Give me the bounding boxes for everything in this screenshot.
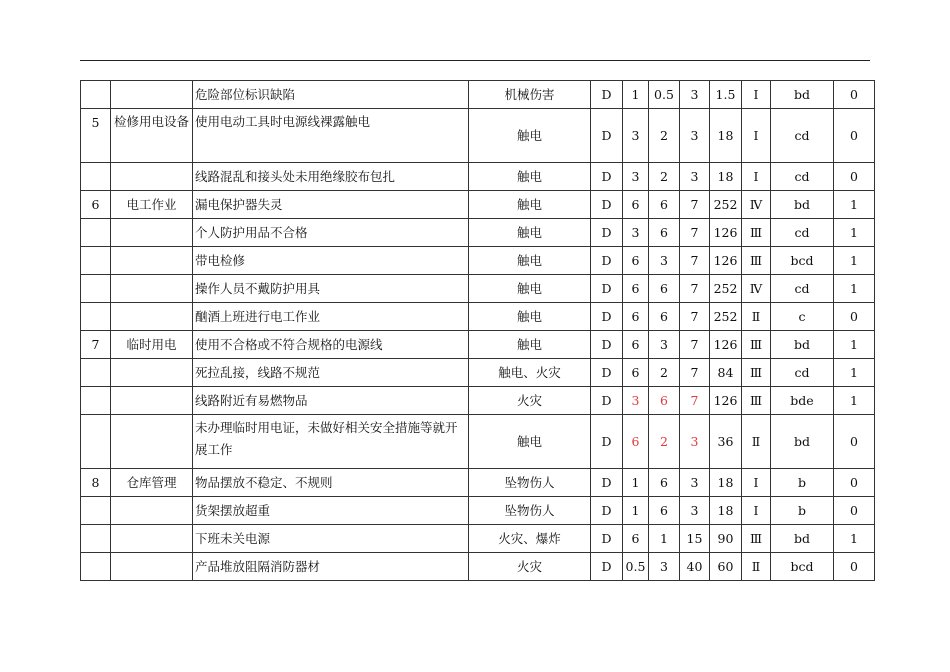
cell-risk-level: Ⅰ [742,109,771,163]
cell-no [81,359,111,387]
cell-unit-name [111,497,193,525]
cell-hazard-item: 操作人员不戴防护用具 [193,275,469,303]
cell-d-value: 252 [710,275,742,303]
cell-d-value: 18 [710,109,742,163]
cell-l-value: 1 [623,81,649,109]
cell-no [81,553,111,581]
cell-method: D [591,359,623,387]
cell-no [81,387,111,415]
cell-unit-name [111,247,193,275]
cell-method: D [591,387,623,415]
cell-d-value: 18 [710,163,742,191]
header-rule [80,60,870,61]
cell-no [81,219,111,247]
cell-unit-name [111,415,193,469]
cell-measures: cd [771,219,834,247]
cell-flag: 1 [834,331,875,359]
table-row [81,81,875,109]
cell-c-value: 3 [680,469,710,497]
cell-no [81,275,111,303]
cell-consequence: 触电 [469,331,591,359]
cell-no [81,525,111,553]
cell-e-value: 6 [649,219,680,247]
cell-hazard-item: 个人防护用品不合格 [193,219,469,247]
cell-hazard-item: 下班未关电源 [193,525,469,553]
cell-measures: cd [771,275,834,303]
cell-d-value: 90 [710,525,742,553]
cell-unit-name: 仓库管理 [111,469,193,497]
cell-d-value: 126 [710,247,742,275]
cell-d-value: 126 [710,331,742,359]
cell-d-value: 252 [710,191,742,219]
cell-e-value: 6 [649,497,680,525]
cell-flag: 0 [834,497,875,525]
cell-c-value: 7 [680,359,710,387]
cell-hazard-item: 危险部位标识缺陷 [193,81,469,109]
cell-flag: 1 [834,387,875,415]
cell-consequence: 火灾 [469,553,591,581]
cell-c-value: 7 [680,275,710,303]
cell-measures: bcd [771,247,834,275]
cell-risk-level: Ⅰ [742,163,771,191]
cell-unit-name: 临时用电 [111,331,193,359]
cell-risk-level: Ⅰ [742,81,771,109]
cell-no [81,303,111,331]
cell-risk-level: Ⅳ [742,275,771,303]
table-row [81,331,875,359]
cell-flag: 1 [834,359,875,387]
cell-d-value: 60 [710,553,742,581]
cell-e-value: 3 [649,247,680,275]
cell-c-value: 7 [680,387,710,415]
cell-d-value: 126 [710,387,742,415]
cell-d-value: 252 [710,303,742,331]
cell-consequence: 火灾、爆炸 [469,525,591,553]
cell-consequence: 火灾 [469,387,591,415]
cell-no [81,415,111,469]
cell-flag: 0 [834,553,875,581]
cell-measures: bd [771,415,834,469]
table-body [81,81,875,581]
cell-measures: bd [771,525,834,553]
table-row [81,109,875,163]
cell-consequence: 触电 [469,415,591,469]
cell-e-value: 6 [649,387,680,415]
table-row [81,191,875,219]
cell-no [81,247,111,275]
cell-measures: bd [771,191,834,219]
cell-e-value: 0.5 [649,81,680,109]
cell-c-value: 3 [680,497,710,525]
cell-no [81,163,111,191]
cell-risk-level: Ⅱ [742,553,771,581]
cell-no: 5 [81,109,111,163]
cell-e-value: 2 [649,415,680,469]
cell-c-value: 3 [680,415,710,469]
cell-method: D [591,247,623,275]
cell-c-value: 15 [680,525,710,553]
cell-hazard-item: 产品堆放阻隔消防器材 [193,553,469,581]
table-row [81,525,875,553]
table-row [81,469,875,497]
cell-c-value: 3 [680,81,710,109]
cell-d-value: 36 [710,415,742,469]
cell-d-value: 18 [710,497,742,525]
cell-consequence: 触电 [469,109,591,163]
cell-l-value: 6 [623,275,649,303]
cell-e-value: 6 [649,275,680,303]
cell-l-value: 6 [623,191,649,219]
cell-e-value: 2 [649,359,680,387]
cell-l-value: 1 [623,497,649,525]
cell-hazard-item: 使用电动工具时电源线裸露触电 [193,109,469,163]
cell-method: D [591,163,623,191]
cell-risk-level: Ⅱ [742,415,771,469]
cell-c-value: 3 [680,163,710,191]
cell-hazard-item: 漏电保护器失灵 [193,191,469,219]
table-row [81,415,875,469]
cell-risk-level: Ⅲ [742,359,771,387]
table-row [81,359,875,387]
cell-flag: 1 [834,219,875,247]
cell-hazard-item: 死拉乱接，线路不规范 [193,359,469,387]
cell-risk-level: Ⅰ [742,469,771,497]
cell-consequence: 触电 [469,163,591,191]
cell-no [81,497,111,525]
cell-l-value: 6 [623,525,649,553]
table-row [81,387,875,415]
cell-flag: 0 [834,469,875,497]
cell-no: 6 [81,191,111,219]
cell-l-value: 3 [623,219,649,247]
cell-l-value: 6 [623,415,649,469]
cell-l-value: 6 [623,247,649,275]
cell-method: D [591,109,623,163]
cell-consequence: 触电 [469,303,591,331]
cell-no [81,81,111,109]
cell-flag: 1 [834,247,875,275]
cell-consequence: 坠物伤人 [469,497,591,525]
cell-flag: 0 [834,81,875,109]
cell-l-value: 6 [623,331,649,359]
table-row [81,163,875,191]
cell-risk-level: Ⅰ [742,497,771,525]
cell-unit-name [111,81,193,109]
cell-consequence: 触电 [469,191,591,219]
cell-c-value: 7 [680,219,710,247]
cell-l-value: 6 [623,303,649,331]
cell-consequence: 坠物伤人 [469,469,591,497]
cell-l-value: 3 [623,109,649,163]
cell-consequence: 机械伤害 [469,81,591,109]
cell-hazard-item: 使用不合格或不符合规格的电源线 [193,331,469,359]
cell-measures: c [771,303,834,331]
cell-flag: 0 [834,303,875,331]
cell-c-value: 7 [680,331,710,359]
cell-measures: b [771,469,834,497]
cell-e-value: 6 [649,303,680,331]
cell-measures: bd [771,81,834,109]
cell-risk-level: Ⅲ [742,219,771,247]
cell-d-value: 126 [710,219,742,247]
cell-method: D [591,275,623,303]
cell-risk-level: Ⅲ [742,525,771,553]
cell-unit-name [111,163,193,191]
cell-risk-level: Ⅲ [742,331,771,359]
cell-measures: b [771,497,834,525]
cell-hazard-item: 酗酒上班进行电工作业 [193,303,469,331]
cell-c-value: 40 [680,553,710,581]
cell-risk-level: Ⅱ [742,303,771,331]
cell-consequence: 触电 [469,275,591,303]
cell-method: D [591,497,623,525]
cell-c-value: 7 [680,303,710,331]
cell-consequence: 触电、火灾 [469,359,591,387]
cell-risk-level: Ⅲ [742,387,771,415]
cell-measures: cd [771,163,834,191]
cell-flag: 1 [834,191,875,219]
cell-hazard-item: 未办理临时用电证，未做好相关安全措施等就开展工作 [193,415,469,469]
cell-measures: bcd [771,553,834,581]
risk-assessment-table [80,80,875,581]
table-row [81,497,875,525]
cell-method: D [591,415,623,469]
cell-flag: 1 [834,275,875,303]
cell-e-value: 3 [649,331,680,359]
cell-hazard-item: 线路附近有易燃物品 [193,387,469,415]
cell-c-value: 7 [680,247,710,275]
cell-e-value: 2 [649,109,680,163]
cell-flag: 0 [834,163,875,191]
cell-measures: bde [771,387,834,415]
cell-risk-level: Ⅲ [742,247,771,275]
cell-flag: 0 [834,109,875,163]
table-row [81,553,875,581]
cell-l-value: 1 [623,469,649,497]
cell-method: D [591,219,623,247]
cell-hazard-item: 货架摆放超重 [193,497,469,525]
cell-e-value: 1 [649,525,680,553]
cell-unit-name [111,525,193,553]
cell-unit-name: 电工作业 [111,191,193,219]
cell-measures: cd [771,109,834,163]
cell-e-value: 3 [649,553,680,581]
cell-flag: 0 [834,415,875,469]
cell-measures: bd [771,331,834,359]
cell-consequence: 触电 [469,247,591,275]
cell-unit-name: 检修用电设备 [111,109,193,163]
cell-e-value: 6 [649,469,680,497]
table-row [81,219,875,247]
cell-l-value: 0.5 [623,553,649,581]
cell-no: 7 [81,331,111,359]
table-row [81,303,875,331]
cell-e-value: 6 [649,191,680,219]
cell-measures: cd [771,359,834,387]
cell-method: D [591,469,623,497]
cell-risk-level: Ⅳ [742,191,771,219]
cell-d-value: 84 [710,359,742,387]
cell-l-value: 3 [623,387,649,415]
cell-hazard-item: 线路混乱和接头处未用绝缘胶布包扎 [193,163,469,191]
cell-e-value: 2 [649,163,680,191]
cell-method: D [591,81,623,109]
cell-method: D [591,331,623,359]
cell-no: 8 [81,469,111,497]
table-row [81,247,875,275]
cell-consequence: 触电 [469,219,591,247]
table-row [81,275,875,303]
cell-unit-name [111,387,193,415]
cell-c-value: 7 [680,191,710,219]
cell-c-value: 3 [680,109,710,163]
cell-hazard-item: 物品摆放不稳定、不规则 [193,469,469,497]
cell-l-value: 6 [623,359,649,387]
cell-d-value: 1.5 [710,81,742,109]
cell-flag: 1 [834,525,875,553]
cell-method: D [591,191,623,219]
cell-method: D [591,303,623,331]
cell-d-value: 18 [710,469,742,497]
cell-unit-name [111,303,193,331]
cell-method: D [591,525,623,553]
cell-unit-name [111,219,193,247]
cell-unit-name [111,359,193,387]
cell-method: D [591,553,623,581]
cell-hazard-item: 带电检修 [193,247,469,275]
cell-l-value: 3 [623,163,649,191]
cell-unit-name [111,275,193,303]
cell-unit-name [111,553,193,581]
